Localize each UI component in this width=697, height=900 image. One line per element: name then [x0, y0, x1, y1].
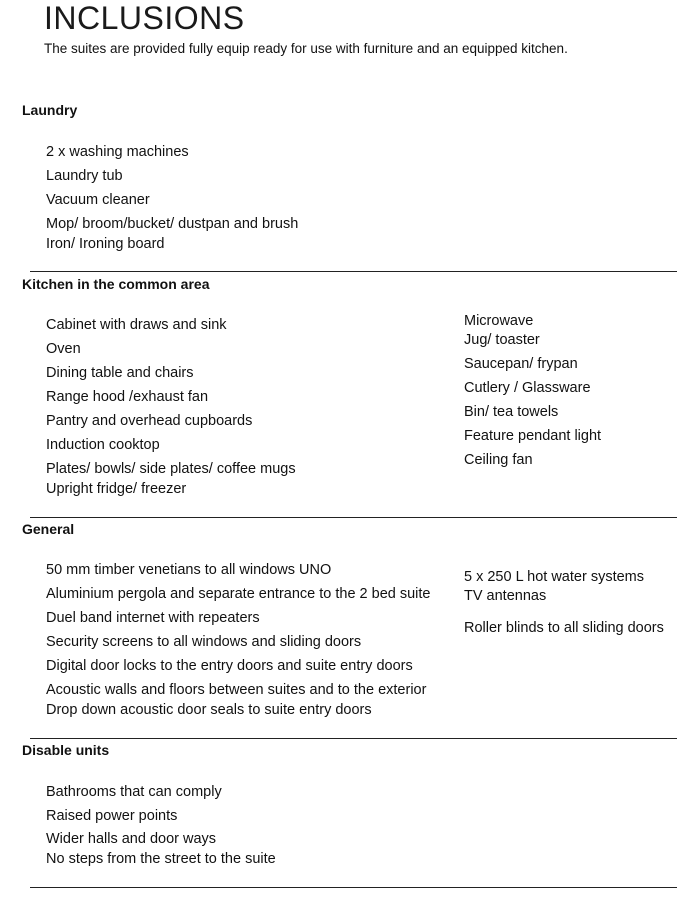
section-divider	[30, 271, 677, 272]
list-item: Upright fridge/ freezer	[46, 481, 187, 497]
list-item: Bin/ tea towels	[464, 404, 559, 420]
list-item: 2 x washing machines	[46, 144, 189, 160]
list-item: Dining table and chairs	[46, 365, 194, 381]
list-item: Digital door locks to the entry doors and suite entry doors	[46, 658, 413, 674]
list-item: Cutlery / Glassware	[464, 380, 591, 396]
list-item: Wider halls and door ways	[46, 831, 217, 847]
list-item: Drop down acoustic door seals to suite entry doors	[46, 702, 372, 718]
list-item: Range hood /exhaust fan	[46, 389, 209, 405]
list-item: Security screens to all windows and sliding doors	[46, 634, 362, 650]
list-item: Iron/ Ironing board	[46, 236, 165, 252]
list-item: Aluminium pergola and separate entrance to the 2 bed suite	[46, 586, 431, 602]
section-heading-disable-units: Disable units	[22, 742, 110, 758]
list-item: Plates/ bowls/ side plates/ coffee mugs	[46, 461, 296, 477]
list-item: Duel band internet with repeaters	[46, 610, 260, 626]
list-item: No steps from the street to the suite	[46, 851, 276, 867]
list-item: Oven	[46, 341, 81, 357]
section-divider	[30, 887, 677, 888]
page-subtitle: The suites are provided fully equip ready for use with furniture and an equipped kitchen.	[44, 41, 568, 56]
list-item: Ceiling fan	[464, 452, 533, 468]
section-heading-laundry: Laundry	[22, 102, 78, 118]
list-item: Pantry and overhead cupboards	[46, 413, 253, 429]
list-item: Feature pendant light	[464, 428, 602, 444]
list-item: Jug/ toaster	[464, 332, 540, 348]
list-item: Raised power points	[46, 808, 178, 824]
list-item: 5 x 250 L hot water systems	[464, 569, 644, 585]
page-title: INCLUSIONS	[44, 0, 245, 36]
section-divider	[30, 517, 677, 518]
list-item: Cabinet with draws and sink	[46, 317, 227, 333]
list-item: Roller blinds to all sliding doors	[464, 620, 664, 636]
section-divider	[30, 738, 677, 739]
section-heading-general: General	[22, 521, 75, 537]
list-item: Mop/ broom/bucket/ dustpan and brush	[46, 216, 299, 232]
list-item: Saucepan/ frypan	[464, 356, 578, 372]
list-item: TV antennas	[464, 588, 547, 604]
list-item: Acoustic walls and floors between suites and to the exterior	[46, 682, 427, 698]
list-item: Induction cooktop	[46, 437, 160, 453]
list-item: Laundry tub	[46, 168, 123, 184]
list-item: 50 mm timber venetians to all windows UNO	[46, 562, 332, 578]
list-item: Vacuum cleaner	[46, 192, 150, 208]
list-item: Bathrooms that can comply	[46, 784, 222, 800]
list-item: Microwave	[464, 313, 534, 329]
section-heading-kitchen: Kitchen in the common area	[22, 276, 210, 292]
